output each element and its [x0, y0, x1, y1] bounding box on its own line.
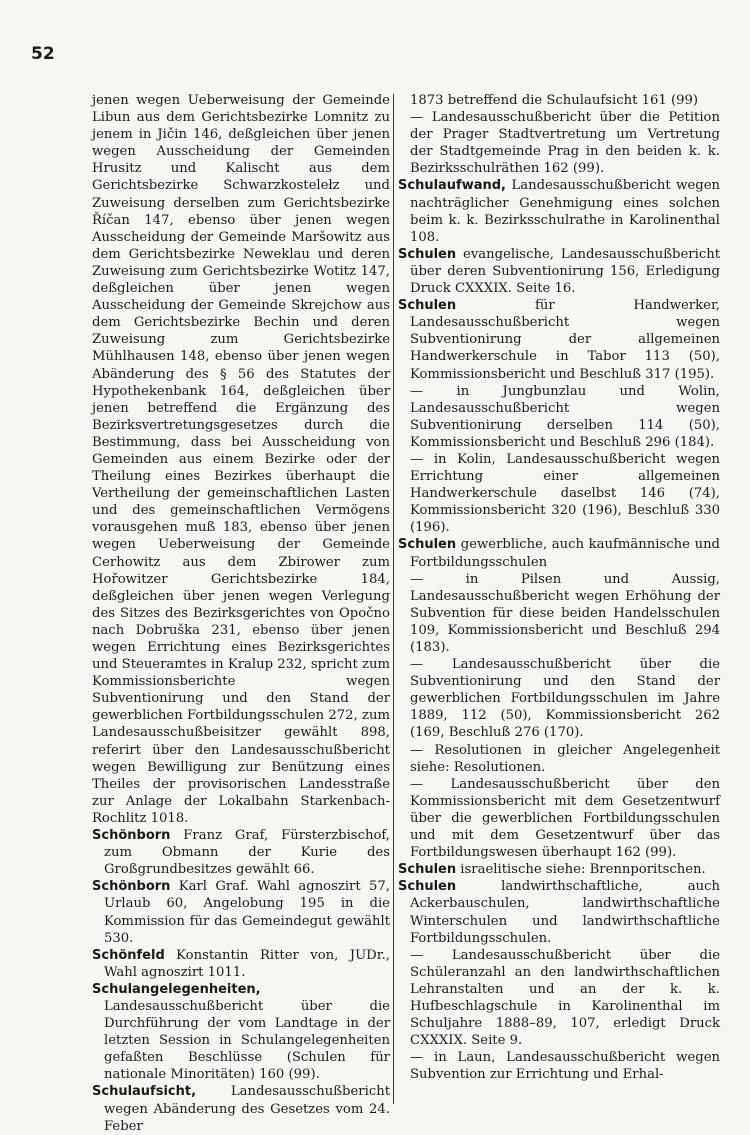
entry-text: evangelische, Landesausschußbericht über deren Subventionirung 156, Erledigung Druck CXXXIX. Seite 16. [410, 246, 720, 297]
entry-heading: Schulen [398, 537, 457, 553]
index-entry [92, 878, 390, 946]
index-entry-continuation [92, 92, 390, 827]
index-subentry [398, 571, 720, 656]
index-subentry [398, 656, 720, 741]
entry-text: Landesausschußbericht über die Durchführung der vom Landtage in der letzten Session in Schulangelegenheiten gefaßten Beschlüsse (Schulen für nationale Minoritäten) 160 (99). [104, 998, 390, 1083]
index-subentry [398, 742, 720, 776]
entry-heading: Schulen [398, 879, 457, 895]
entry-text: — in Kolin, Landesausschußbericht wegen Errichtung einer allgemeinen Handwerkerschule daselbst 146 (74), Kommissionsbericht 320 (196), Beschluß 330 (196). [410, 451, 720, 536]
entry-text: Landesausschußbericht wegen Abänderung des Gesetzes vom 24. Feber [104, 1084, 390, 1134]
entry-text: — in Laun, Landesausschußbericht wegen Subvention zur Errichtung und Erhal- [410, 1050, 720, 1083]
entry-text: Landesausschußbericht wegen nachträglicher Genehmigung eines solchen beim k. k. Bezirksschulrathe in Karolinenthal 108. [410, 178, 720, 245]
index-entry [92, 947, 390, 981]
index-subentry [398, 383, 720, 451]
column-divider [393, 94, 394, 1104]
left-column [92, 92, 390, 1135]
entry-text: 1873 betreffend die Schulaufsicht 161 (99) [410, 93, 699, 108]
index-subentry [398, 947, 720, 1050]
entry-text: — in Jungbunzlau und Wolin, Landesausschußbericht wegen Subventionirung derselben 114 (50), Kommissionsbericht und Beschluß 296 (184). [410, 383, 720, 450]
index-entry [398, 878, 720, 946]
entry-heading: Schulaufsicht, [92, 1084, 197, 1100]
index-entry [92, 1083, 390, 1134]
entry-text: jenen wegen Ueberweisung der Gemeinde Libun aus dem Gerichtsbezirke Lomnitz zu jenem in Jičin 146, deßgleichen über jenen wegen Ausscheidung der Gemeinden Hrusitz und Kalischt aus dem Gerichtsbezirke Schwarzkostelełz und Zuweisung derselben zum Gerichtsbezirke Říčan 147, ebenso über jenen wegen Ausscheidung der Gemeinde Maršowitz aus dem Gerichtsbezirke Neweklau und deren Zuweisung zum Gerichtsbezirke Wotitz 147, deßgleichen über jenen wegen Ausscheidung der Gemeinde Skrejchow aus dem Gerichtsbezirke Bechin und deren Zuweisung zum Gerichtsbezirke Mühlhausen 148, ebenso über jenen wegen Abänderung des § 56 des Statutes der Hypothekenbank 164, deßgleichen über jenen betreffend die Ergänzung des Bezirksvertretungsgesetzes durch die Bestimmung, dass bei Ausscheidung von Gemeinden aus einem Bezirke oder der Theilung eines Bezirkes überhaupt die Vertheilung der gemeinschaftlichen Lasten und des gemeinschaftlichen Vermögens vorausgehen muß 183, ebenso über jenen wegen Ueberweisung der Gemeinde Cerhowitz aus dem Zbirower zum Hořowitzer Gerichtsbezirke 184, deßgleichen über jenen wegen Verlegung des Sitzes des Bezirksgerichtes von Opočno nach Dobruška 231, ebenso über jenen wegen Errichtung eines Bezirksgerichtes und Steueramtes in Kralup 232, spricht zum Kommissionsberichte wegen Subventionirung und den Stand der gewerblichen Fortbildungsschulen 272, zum Landesausschußbeisitzer gewählt 898, referirt über den Landesausschußbericht wegen Bewilligung zur Benützung eines Theiles der provisorischen Landesstraße zur Anlage der Lokalbahn Starkenbach-Rochlitz 1018. [92, 93, 390, 826]
index-entry [92, 981, 390, 1084]
index-entry [398, 861, 720, 878]
entry-heading: Schönborn [92, 879, 171, 895]
entry-text: gewerbliche, auch kaufmännische und Fortbildungsschulen [410, 537, 720, 570]
entry-text: — Landesausschußbericht über die Subventionirung und den Stand der gewerblichen Fortbildungsschulen im Jahre 1889, 112 (50), Kommissionsbericht 262 (169, Beschluß 276 (170). [410, 657, 720, 741]
page-number: 52 [31, 44, 55, 64]
index-entry [398, 536, 720, 570]
entry-text: landwirthschaftliche, auch Ackerbauschulen, landwirthschaftliche Winterschulen und landwirthschaftliche Fortbildungsschulen. [410, 879, 720, 946]
index-entry [398, 246, 720, 297]
entry-heading: Schulaufwand, [398, 178, 506, 194]
index-entry [398, 297, 720, 382]
entry-heading: Schulen [398, 246, 457, 262]
entry-heading: Schulangelegenheiten, [92, 981, 261, 997]
entry-heading: Schulen [398, 298, 457, 314]
entry-text: Konstantin Ritter von, JUDr., Wahl agnoszirt 1011. [104, 947, 390, 980]
entry-heading: Schönborn [92, 828, 171, 844]
entry-text: — Landesausschußbericht über die Petition der Prager Stadtvertretung um Vertretung der Stadtgemeinde Prag in den beiden k. k. Bezirksschulräthen 162 (99). [410, 110, 720, 177]
entry-heading: Schönfeld [92, 947, 165, 963]
index-subentry [398, 776, 720, 861]
entry-text: — Landesausschußbericht über den Kommissionsbericht mit dem Gesetzentwurf über die gewerblichen Fortbildungsschulen und mit dem Gesetzentwurf über das Fortbildungswesen überhaupt 162 (99). [410, 776, 720, 861]
index-entry-continuation [398, 92, 720, 109]
entry-text: — Resolutionen in gleicher Angelegenheit siehe: Resolutionen. [410, 742, 720, 775]
entry-text: Karl Graf. Wahl agnoszirt 57, Urlaub 60, Angelobung 195 in die Kommission für das Gemeindegut gewählt 530. [104, 879, 390, 946]
entry-text: für Handwerker, Landesausschußbericht wegen Subventionirung der allgemeinen Handwerkerschule in Tabor 113 (50), Kommissionsbericht und Beschluß 317 (195). [410, 298, 720, 382]
index-entry [398, 177, 720, 245]
index-entry [92, 827, 390, 878]
right-column [398, 92, 720, 1083]
entry-heading: Schulen [398, 862, 457, 878]
index-subentry [398, 1049, 720, 1083]
entry-text: Franz Graf, Fürsterzbischof, zum Obmann der Kurie des Großgrundbesitzes gewählt 66. [104, 828, 390, 878]
entry-text: — in Pilsen und Aussig, Landesausschußbericht wegen Erhöhung der Subvention für diese beiden Handelsschulen 109, Kommissionsbericht und Beschluß 294 (183). [410, 571, 720, 655]
index-subentry [398, 451, 720, 536]
index-subentry [398, 109, 720, 177]
entry-text: — Landesausschußbericht über die Schüleranzahl an den landwirthschaftlichen Lehranstalten und an der k. k. Hufbeschlagschule in Karolinenthal im Schuljahre 1888–89, 107, erledigt Druck CXXXIX. Seite 9. [410, 947, 720, 1049]
entry-text: israelitische siehe: Brennporitschen. [456, 862, 706, 878]
